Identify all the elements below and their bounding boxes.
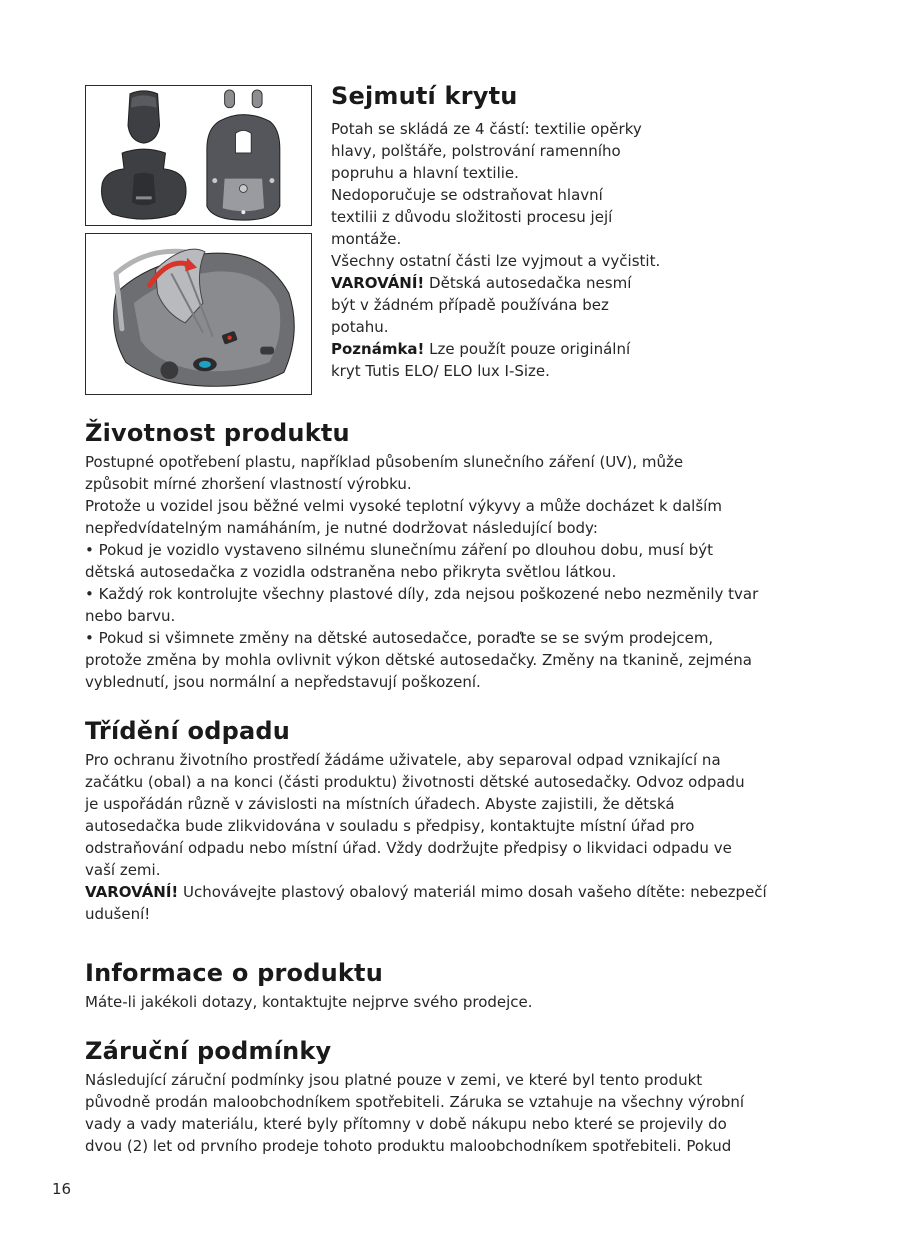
warranty-section: [85, 1035, 805, 1157]
product-lifetime-section: [85, 417, 805, 693]
product-lifetime-title: Životnost produktu: [85, 419, 350, 447]
waste-sorting-section: [85, 715, 805, 925]
cover-removal-figure: [85, 233, 312, 395]
note-label: Poznámka!: [331, 340, 425, 358]
cover-removal-illustration: [86, 234, 311, 394]
cover-parts-figure: [85, 85, 312, 226]
warranty-title: Záruční podmínky: [85, 1037, 332, 1065]
page-number: 16: [52, 1180, 72, 1198]
product-lifetime-text: Postupné opotřebení plastu, například působením slunečního záření (UV), může způsobit mírné zhoršení vlastností výrobku. Protože u vozidel jsou běžné velmi vysoké teplotní výkyvy a může docházet k dalším nepředvídatelným namáháním, je nutné dodržovat následující body: • Pokud je vozidlo vystaveno silnému slunečnímu záření po dlouhou dobu, musí být dětská autosedačka z vozidla odstraněna nebo přikryta světlou látkou. • Každý rok kontrolujte všechny plastové díly, zda nejsou poškozené nebo nezměnily tvar nebo barvu. • Pokud si všimnete změny na dětské autosedačce, poraďte se se svým prodejcem, protože změna by mohla ovlivnit výkon dětské autosedačky. Změny na tkanině, zejména vyblednutí, jsou normální a nepředstavují poškození.: [85, 453, 759, 691]
product-info-section: [85, 957, 805, 1013]
product-info-title: Informace o produktu: [85, 959, 383, 987]
product-info-text: Máte-li jakékoli dotazy, kontaktujte nejprve svého prodejce.: [85, 993, 533, 1011]
cover-removal-text: Potah se skládá ze 4 částí: textilie opěrky hlavy, polštáře, polstrování ramenního popruhu a hlavní textilie. Nedoporučuje se odstraňovat hlavní textilii z důvodu složitosti procesu její montáže. Všechny ostatní části lze vyjmout a vyčistit. VAROVÁNÍ! Dětská autosedačka nesmí být v žádném případě používána bez potahu. Poznámka! Lze použít pouze originální kryt Tutis ELO/ ELO lux I-Size.: [331, 120, 661, 380]
warning-label: VAROVÁNÍ!: [331, 274, 425, 292]
warning-label: VAROVÁNÍ!: [85, 883, 179, 901]
cover-removal-section: [331, 80, 701, 382]
waste-sorting-title: Třídění odpadu: [85, 717, 291, 745]
cover-parts-illustration: [86, 86, 311, 225]
waste-sorting-text: Pro ochranu životního prostředí žádáme uživatele, aby separoval odpad vznikající na začátku (obal) a na konci (části produktu) životnosti dětské autosedačky. Odvoz odpadu je uspořádán různě v závislosti na místních úřadech. Abyste zajistili, že dětská autosedačka bude zlikvidována v souladu s předpisy, kontaktujte místní úřad pro odstraňování odpadu nebo místní úřad. Vždy dodržujte předpisy o likvidaci odpadu ve vaší zemi. VAROVÁNÍ! Uchovávejte plastový obalový materiál mimo dosah vašeho dítěte: nebezpečí udušení!: [85, 751, 767, 923]
warranty-text: Následující záruční podmínky jsou platné pouze v zemi, ve které byl tento produkt původně prodán maloobchodníkem spotřebiteli. Záruka se vztahuje na všechny výrobní vady a vady materiálu, které byly přítomny v době nákupu nebo které se projevily do dvou (2) let od prvního prodeje tohoto produktu maloobchodníkem spotřebiteli. Pokud: [85, 1071, 745, 1155]
cover-removal-title: Sejmutí krytu: [331, 82, 518, 110]
